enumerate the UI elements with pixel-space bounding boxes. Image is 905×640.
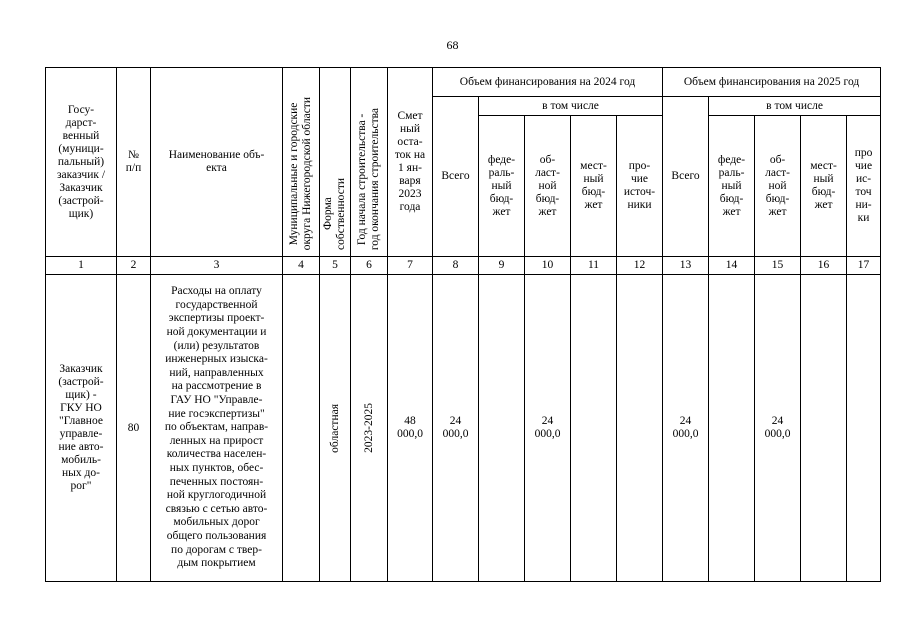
header-years-text: Год начала строительства - год окончания строительства [356,107,381,250]
header-local-2024: мест- ный бюд- жет [571,116,617,257]
page-number: 68 [446,38,459,52]
col-num: 5 [320,257,351,275]
header-other-2025: про чие ис- точ ни- ки [847,116,881,257]
row-total-2025: 24 000,0 [663,275,709,582]
col-num: 16 [801,257,847,275]
header-ownership [320,68,351,257]
header-federal-2024: феде- раль- ный бюд- жет [479,116,525,257]
header-estimate: Смет ный оста- ток на 1 ян- варя 2023 года [388,68,433,257]
row-ownership-text: областная [328,403,341,453]
row-federal-2025 [709,275,755,582]
header-other-2024: про- чие источ- ники [617,116,663,257]
col-num: 12 [617,257,663,275]
header-municipality-text: Муниципальные и городские округа Нижегородской области [288,96,313,250]
header-years [351,68,388,257]
col-num: 9 [479,257,525,275]
row-local-2024 [571,275,617,582]
col-num: 7 [388,257,433,275]
col-num: 14 [709,257,755,275]
col-num: 8 [433,257,479,275]
row-total-2024: 24 000,0 [433,275,479,582]
header-total-2025: Всего [663,97,709,257]
row-years [351,275,388,582]
col-num: 6 [351,257,388,275]
header-total-2024: Всего [433,97,479,257]
header-federal-2025: феде- раль- ный бюд- жет [709,116,755,257]
col-num: 10 [525,257,571,275]
row-object-name: Расходы на оплату государственной экспертизы проект- ной документации и (или) результатов инженерных изыска- ний, направленных на рассмотрение в ГАУ НО "Управле- ние госэкспертизы" по объектам, направ- ленных на прирост количества населен- ных пунктов, обес- печенных постоян- ной круглогодичной связью с сетью авто- мобильных дорог общего пользования по дорогам с твер- дым покрытием [151,275,283,582]
header-including-2024: в том числе [479,97,663,116]
header-num: № п/п [117,68,151,257]
header-customer: Госу- дарст- венный (муници- пальный) заказчик / Заказчик (застрой- щик) [46,68,117,257]
header-regional-2025: об- ласт- ной бюд- жет [755,116,801,257]
row-num: 80 [117,275,151,582]
col-num: 2 [117,257,151,275]
row-regional-2024: 24 000,0 [525,275,571,582]
col-num: 3 [151,257,283,275]
header-object-name: Наименование объ- екта [151,68,283,257]
col-num: 11 [571,257,617,275]
row-other-2024 [617,275,663,582]
table-row [46,275,881,582]
row-ownership [320,275,351,582]
header-funding-2024: Объем финансирования на 2024 год [433,68,663,97]
header-funding-2025: Объем финансирования на 2025 год [663,68,881,97]
row-local-2025 [801,275,847,582]
col-num: 4 [283,257,320,275]
row-federal-2024 [479,275,525,582]
row-municipality [283,275,320,582]
header-row-1 [46,68,881,97]
col-num: 1 [46,257,117,275]
row-other-2025 [847,275,881,582]
row-years-text: 2023-2025 [362,403,375,453]
row-estimate: 48 000,0 [388,275,433,582]
row-customer: Заказчик (застрой- щик) - ГКУ НО "Главное управле- ние авто- мобиль- ных до- рог" [46,275,117,582]
col-num: 15 [755,257,801,275]
row-regional-2025: 24 000,0 [755,275,801,582]
header-local-2025: мест- ный бюд- жет [801,116,847,257]
col-num: 17 [847,257,881,275]
financing-table [45,67,881,582]
header-ownership-text: Форма собственности [322,178,347,250]
col-num: 13 [663,257,709,275]
header-including-2025: в том числе [709,97,881,116]
header-regional-2024: об- ласт- ной бюд- жет [525,116,571,257]
column-numbers-row [46,257,881,275]
header-municipality [283,68,320,257]
